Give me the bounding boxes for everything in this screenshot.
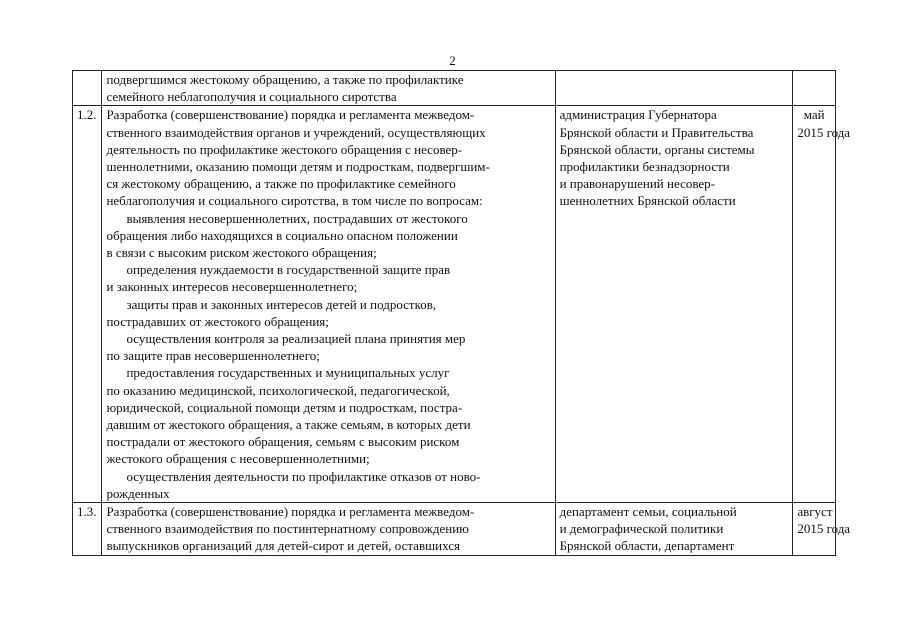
executor-line: и правонарушений несовер- xyxy=(559,176,716,192)
description-line: Разработка (совершенствование) порядка и регламента межведом- xyxy=(106,504,475,520)
measure-description xyxy=(102,503,555,556)
deadline-line: 2015 года xyxy=(797,521,851,537)
item-number xyxy=(73,71,102,106)
description-line: в связи с высоким риском жестокого обращения; xyxy=(106,245,377,261)
description-line: выпускников организаций для детей-сирот и детей, оставшихся xyxy=(106,538,460,554)
executor-line: Брянской области и Правительства xyxy=(559,124,754,140)
measure-description xyxy=(102,106,555,503)
item-number: 1.2. xyxy=(73,106,102,503)
deadline xyxy=(793,71,836,106)
executor-line: департамент семьи, социальной xyxy=(559,504,737,520)
deadline xyxy=(793,106,851,503)
description-line: осуществления деятельности по профилактике отказов от ново- xyxy=(126,468,481,484)
description-line: жестокого обращения с несовершеннолетними; xyxy=(106,451,370,467)
executor-line: и демографической политики xyxy=(559,521,724,537)
description-line: семейного неблагополучия и социального сиротства xyxy=(106,89,397,105)
deadline-line: август xyxy=(797,504,833,520)
responsible-executor xyxy=(555,71,793,106)
deadline-line: май xyxy=(803,107,825,123)
description-line: деятельность по профилактике жестокого обращения с несовер- xyxy=(106,141,463,157)
executor-line: шеннолетних Брянской области xyxy=(559,193,736,209)
deadline-line: 2015 года xyxy=(797,124,851,140)
table-row xyxy=(73,106,836,503)
description-line: обращения либо находящихся в социально опасном положении xyxy=(106,227,458,243)
description-line: юридической, социальной помощи детям и подросткам, постра- xyxy=(106,399,463,415)
description-line: давшим от жестокого обращения, а также семьям, в которых дети xyxy=(106,417,471,433)
description-line: неблагополучия и социального сиротства, в том числе по вопросам: xyxy=(106,193,483,209)
plan-table-body xyxy=(73,71,851,556)
description-line: по защите прав несовершеннолетнего; xyxy=(106,348,320,364)
description-line: и законных интересов несовершеннолетнего; xyxy=(106,279,358,295)
description-line: пострадали от жестокого обращения, семьям с высоким риском xyxy=(106,434,460,450)
page-number: 2 xyxy=(449,53,456,68)
responsible-executor xyxy=(555,503,793,556)
deadline xyxy=(793,503,851,556)
description-line: ственного взаимодействия по постинтернатному сопровождению xyxy=(106,521,469,537)
measure-description xyxy=(102,71,555,106)
responsible-executor xyxy=(555,106,793,503)
description-line: осуществления контроля за реализацией плана принятия мер xyxy=(126,331,466,347)
table-row xyxy=(73,503,836,556)
description-line: ся жестокому обращению, а также по профилактике семейного xyxy=(106,176,456,192)
plan-table xyxy=(72,70,851,556)
executor-line: администрация Губернатора xyxy=(559,107,717,123)
description-line: шеннолетними, оказанию помощи детям и подросткам, подвергшим- xyxy=(106,159,490,175)
description-line: ственного взаимодействия органов и учреждений, осуществляющих xyxy=(106,124,486,140)
executor-line: профилактики безнадзорности xyxy=(559,159,730,175)
description-line: определения нуждаемости в государственной защите прав xyxy=(126,262,451,278)
executor-line: Брянской области, органы системы xyxy=(559,141,755,157)
description-line: рожденных xyxy=(106,485,170,501)
description-line: предоставления государственных и муниципальных услуг xyxy=(126,365,450,381)
item-number: 1.3. xyxy=(73,503,102,556)
executor-line: Брянской области, департамент xyxy=(559,538,735,554)
description-line: защиты прав и законных интересов детей и подростков, xyxy=(126,296,437,312)
table-row xyxy=(73,71,836,106)
description-line: выявления несовершеннолетних, пострадавших от жестокого xyxy=(126,210,468,226)
description-line: Разработка (совершенствование) порядка и регламента межведом- xyxy=(106,107,475,123)
description-line: подвергшимся жестокому обращению, а также по профилактике xyxy=(106,72,464,87)
description-line: пострадавших от жестокого обращения; xyxy=(106,313,329,329)
description-line: по оказанию медицинской, психологической, педагогической, xyxy=(106,382,450,398)
